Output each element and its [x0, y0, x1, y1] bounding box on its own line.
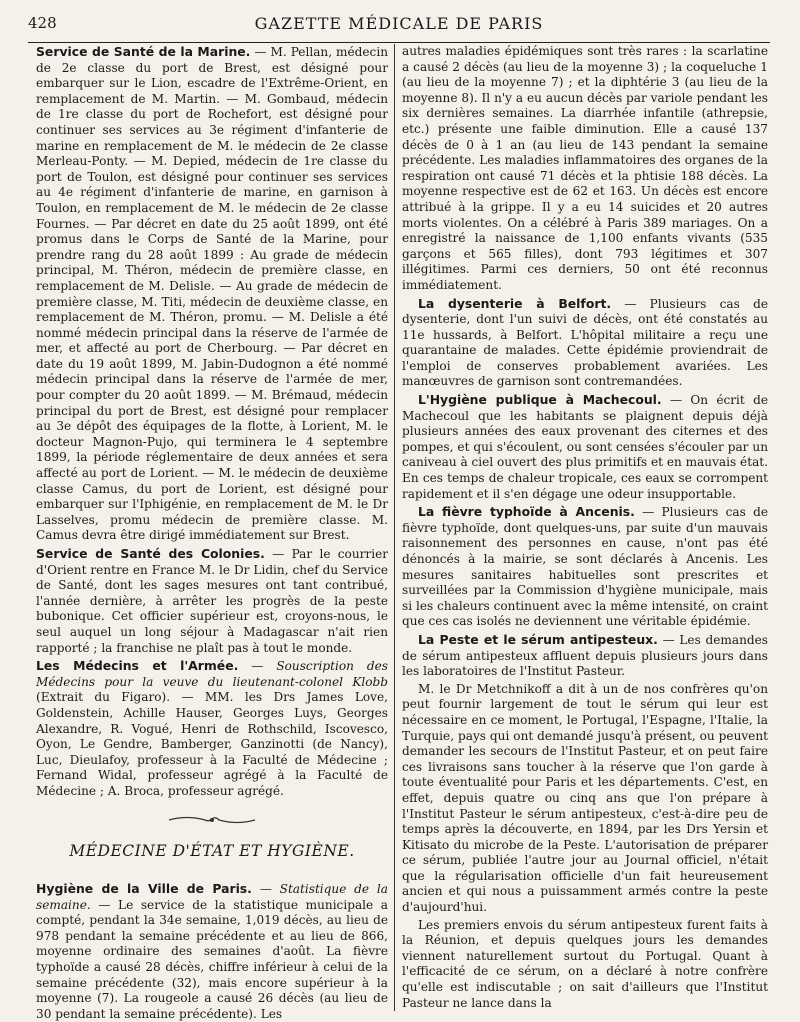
body-peste: — Les demandes de sérum antipesteux affluent depuis plusieurs jours dans les laboratoires de l'Institut Pasteur.	[402, 632, 768, 679]
body-armee: (Extrait du Figaro). — MM. les Drs James Love, Goldenstein, Achille Hauser, Georges Luys, Georges Alexandre, R. Vogué, Henri de Rothschild, Iscovesco, Oyon, Le Gendre, Bamberger, Ganzinotti (de Nancy), Luc, Dieulafoy, professeur à la Faculté de Médecine ; Fernand Widal, professeur agrégé à la Faculté de Médecine ; A. Broca, professeur agrégé.	[36, 690, 388, 798]
page-number: 428	[28, 14, 57, 32]
body-belfort: — Plusieurs cas de dysenterie, dont l'un suivi de décès, ont été constatés au 11e hussards, à Belfort. L'hôpital militaire a reçu une quarantaine de malades. Cette épidémie proviendrait de l'emploi de conserves probablement avariées. Les manœuvres de garnison sont contremandées.	[402, 296, 768, 389]
heading-belfort: La dysenterie à Belfort.	[418, 295, 612, 311]
decorative-flourish-icon	[36, 814, 388, 826]
paragraph-metchnikoff: M. le Dr Metchnikoff a dit à un de nos confrères qu'on peut fournir largement de tout le sérum qui leur est nécessaire en ce moment, le Portugal, l'Espagne, l'Italie, la Turquie, pays qui ont demandé jusqu'à présent, ou peuvent demander les secours de l'Institut Pasteur, et on peut faire ces livraisons sans toucher à la réserve que l'on garde à toute éventualité pour Paris et les départements. C'est, en effet, depuis quatre ou cinq ans que l'on prépare à l'Institut Pasteur le sérum antipesteux, c'est-à-dire peu de temps après la découverte, en 1894, par les Drs Yersin et Kitisato du microbe de la Peste. L'autorisation de préparer ce sérum, publiée l'autre jour au Journal officiel, n'était que la régularisation officielle d'un fait heureusement ancien et qui nous a puissamment armés contre la peste d'aujourd'hui.	[402, 681, 768, 915]
article-colonies	[36, 546, 388, 656]
subheading-armee: — Souscription des Médecins pour la veuve du lieutenant-colonel Klobb	[36, 659, 388, 689]
article-peste	[402, 632, 768, 680]
body-marine: — M. Pellan, médecin de 2e classe du port de Brest, est désigné pour embarquer sur le Lion, escadre de l'Extrême-Orient, en remplacement de M. Martin. — M. Gombaud, médecin de 1re classe du port de Rochefort, est désigné pour continuer ses services au 3e régiment d'infanterie de marine en remplacement de M. le médecin de 2e classe Merleau-Ponty. — M. Depied, médecin de 1re classe du port de Toulon, est désigné pour continuer ses services au 4e régiment d'infanterie de marine, en garnison à Toulon, en remplacement de M. le médecin de 2e classe Fournes. — Par décret en date du 25 août 1899, ont été promus dans le Corps de Santé de la Marine, pour prendre rang du 28 août 1899 : Au grade de médecin principal, M. Théron, médecin de première classe, en remplacement de M. Delisle. — Au grade de médecin de première classe, M. Titi, médecin de deuxième classe, en remplacement de M. Théron, promu. — M. Delisle a été nommé médecin principal dans la réserve de l'armée de mer, et affecté au port de Cherbourg. — Par décret en date du 19 août 1899, M. Jabin-Dudognon a été nommé médecin principal dans la réserve de l'armée de mer, pour compter du 20 août 1899. — M. Brémaud, médecin principal du port de Brest, est désigné pour remplacer au 3e dépôt des équipages de la flotte, à Lorient, M. le docteur Magnon-Pujo, qui terminera le 4 septembre 1899, la période réglementaire de deux années et sera affecté au port de Lorient. — M. le médecin de deuxième classe Camus, du port de Lorient, est désigné pour embarquer sur l'Iphigénie, en remplacement de M. le Dr Lasselves, promu médecin de première classe. M. Camus devra être dirigé immédiatement sur Brest.	[36, 45, 388, 543]
heading-machecoul: L'Hygiène publique à Machecoul.	[418, 392, 662, 408]
article-machecoul	[402, 392, 768, 502]
heading-colonies: Service de Santé des Colonies.	[36, 546, 265, 561]
heading-armee: Les Médecins et l'Armée.	[36, 658, 239, 674]
heading-hygiene-paris: Hygiène de la Ville de Paris.	[36, 881, 252, 897]
body-hygiene-paris: — Le service de la statistique municipale a compté, pendant la 34e semaine, 1,019 décès, au lieu de 978 pendant la semaine précédente et au lieu de 866, moyenne ordinaire des semaines d'août. La fièvre typhoïde a causé 28 décès, chiffre inférieur à celui de la semaine précédente (32), mais encore supérieur à la moyenne (7). La rougeole a causé 26 décès (au lieu de 30 pendant la semaine précédente). Les	[36, 897, 388, 1021]
heading-ancenis: La fièvre typhoïde à Ancenis.	[418, 504, 635, 520]
heading-peste: La Peste et le sérum antipesteux.	[418, 631, 658, 647]
article-hygiene-paris	[36, 881, 388, 1022]
section-title: MÉDECINE D'ÉTAT ET HYGIÈNE.	[69, 841, 355, 860]
subheading-hygiene-paris: — Statistique de la semaine.	[36, 882, 388, 912]
continued-text: autres maladies épidémiques sont très rares : la scarlatine a causé 2 décès (au lieu de la moyenne 3) ; la coqueluche 1 (au lieu de la moyenne 7) ; et la diphtérie 3 (au lieu de la moyenne 8). Il n'y a eu aucun décès par variole pendant les six dernières semaines. La diarrhée infantile (athrepsie, etc.) présente une faible diminution. Elle a causé 137 décès de 0 à 1 an (au lieu de 143 pendant la semaine précédente. Les maladies inflammatoires des organes de la respiration ont causé 71 décès et la phtisie 188 décès. La moyenne respective est de 62 et 163. Un décès est encore attribué à la grippe. Il y a eu 14 suicides et 20 autres morts violentes. On a célébré à Paris 389 mariages. On a enregistré la naissance de 1,100 enfants vivants (535 garçons et 565 filles), dont 793 légitimes et 307 illégitimes. Parmi ces derniers, 50 ont été reconnus immédiatement.	[402, 44, 768, 292]
paragraph-envois: Les premiers envois du sérum antipesteux furent faits à la Réunion, et depuis quelques jours les demandes viennent naturellement surtout du Portugal. Quant à l'efficacité de ce sérum, on a déclaré à notre confrère qu'elle est indiscutable ; on sait d'ailleurs que l'Institut Pasteur ne lance dans la	[402, 917, 768, 1010]
left-column	[36, 44, 389, 1021]
page-header	[28, 14, 770, 43]
column-divider	[394, 44, 395, 1011]
heading-marine: Service de Santé de la Marine.	[36, 44, 251, 59]
body-colonies: — Par le courrier d'Orient rentre en France M. le Dr Lidin, chef du Service de Santé, dont les sages mesures ont tant contribué, l'année dernière, à arrêter les progrès de la peste bubonique. Cet officier supérieur est, croyons-nous, le seul auquel un long séjour à Madagascar n'ait rien rapporté ; la franchise ne plaît pas à tout le monde.	[36, 547, 389, 655]
journal-title: GAZETTE MÉDICALE DE PARIS	[254, 14, 544, 33]
body-machecoul: — On écrit de Machecoul que les habitants se plaignent depuis déjà plusieurs années des eaux provenant des citernes et des pompes, et qui s'écoulent, ou sont censées s'écouler par un caniveau à ciel ouvert des plus primitifs et en mauvais état. En ces temps de chaleur tropicale, ces eaux se corrompent rapidement et il s'en dégage une odeur insupportable.	[402, 393, 768, 501]
article-ancenis	[402, 504, 768, 630]
article-armee	[36, 658, 388, 799]
article-belfort	[402, 296, 768, 391]
body-ancenis: — Plusieurs cas de fièvre typhoïde, dont quelques-uns, par suite d'un mauvais raisonnement des personnes en cause, n'ont pas été dénoncés à la mairie, se sont déclarés à Ancenis. Les mesures sanitaires habituelles sont prescrites et surveillées par la Commission d'hygiène municipale, mais si les chaleurs continuent avec la même intensité, on craint que ces cas isolés ne deviennent une véritable épidémie.	[402, 505, 768, 629]
right-column	[402, 44, 768, 1013]
article-marine	[36, 44, 388, 544]
